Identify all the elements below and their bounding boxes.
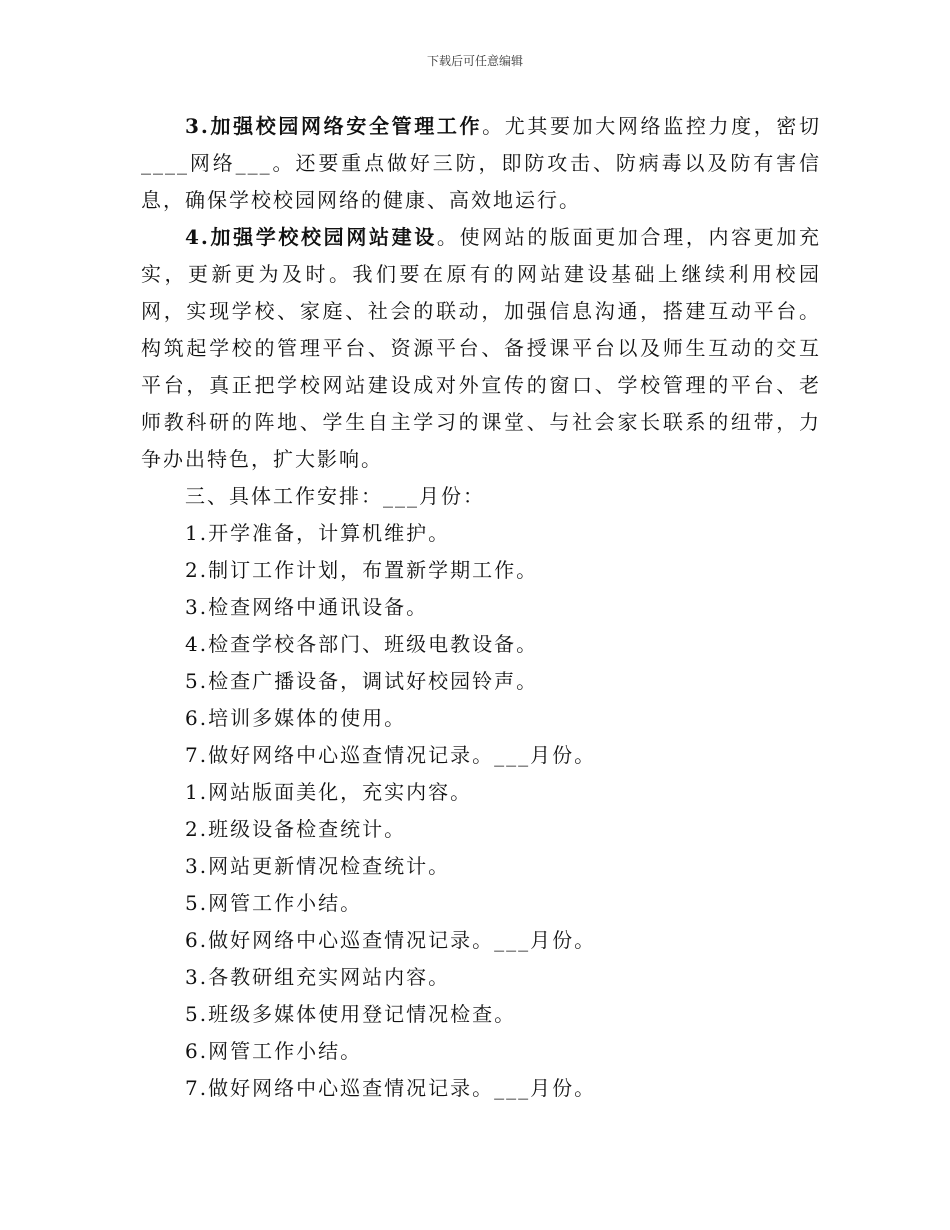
document-body [141,108,821,1107]
list-item: 3.检查网络中通讯设备。 [185,595,429,619]
list-item: 5.检查广播设备，调试好校园铃声。 [185,669,539,693]
list-item: 4.检查学校各部门、班级电教设备。 [185,632,539,656]
page-header: 下载后可任意编辑 [426,54,523,68]
list-item: 7.做好网络中心巡查情况记录。___月份。 [185,1076,597,1100]
paragraph-lead: 4.加强学校校园网站建设 [185,225,437,249]
list-item: 5.网管工作小结。 [185,891,363,915]
list-item: 1.开学准备，计算机维护。 [185,521,451,545]
list-item: 3.各教研组充实网站内容。 [185,965,451,989]
paragraph-text: 。使网站的版面更加合理，内容更加充实，更新更为及时。我们要在原有的网站建设基础上继续利用校园网，实现学校、家庭、社会的联动，加强信息沟通，搭建互动平台。构筑起学校的管理平台、资源平台、备授课平台以及师生互动的交互平台，真正把学校网站建设成对外宣传的窗口、学校管理的平台、老师教科研的阵地、学生自主学习的课堂、与社会家长联系的纽带，力争办出特色，扩大影响。 [141,225,821,471]
paragraph-lead: 3.加强校园网络安全管理工作 [185,114,483,138]
paragraph-text: 。尤其要加大网络监控力度，密切____网络___。还要重点做好三防，即防攻击、防病毒以及防有害信息，确保学校校园网络的健康、高效地运行。 [141,114,821,212]
list-item: 2.班级设备检查统计。 [185,817,407,841]
paragraph-website-construction [141,219,821,478]
list-item: 7.做好网络中心巡查情况记录。___月份。 [185,743,597,767]
list-item: 1.网站版面美化，充实内容。 [185,780,473,804]
list-item: 2.制订工作计划，布置新学期工作。 [185,558,539,582]
list-item: 3.网站更新情况检查统计。 [185,854,451,878]
list-item: 6.做好网络中心巡查情况记录。___月份。 [185,928,597,952]
section-heading-schedule: 三、具体工作安排：___月份： [185,484,485,508]
paragraph-network-security [141,108,821,219]
list-item: 6.培训多媒体的使用。 [185,706,407,730]
list-item: 6.网管工作小结。 [185,1039,363,1063]
list-item: 5.班级多媒体使用登记情况检查。 [185,1002,517,1026]
